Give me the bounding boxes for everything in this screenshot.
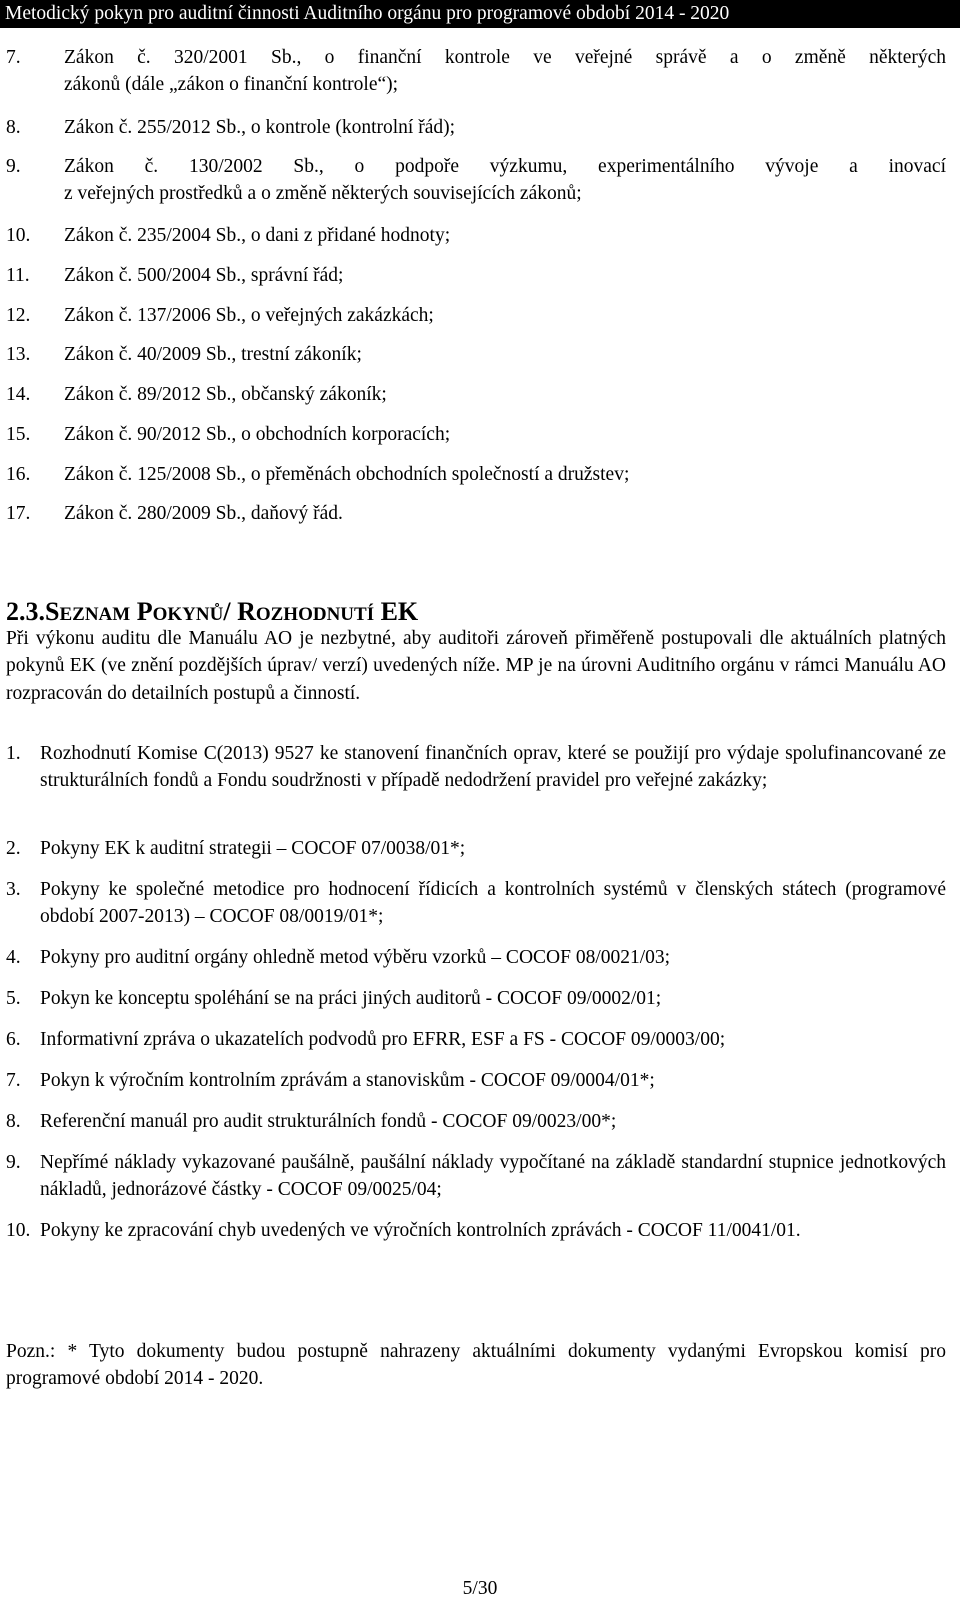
list-text-line: zákonů (dále „zákon o finanční kontrole“); <box>64 74 399 95</box>
list-number: 12. <box>6 305 31 326</box>
heading-part: EK <box>374 597 419 626</box>
list-number: 6. <box>6 1029 21 1050</box>
heading-part: / <box>223 597 238 626</box>
list-text: Pokyn k výročním kontrolním zprávám a stanoviskům - COCOF 09/0004/01*; <box>40 1070 655 1091</box>
list-text: Zákon č. 137/2006 Sb., o veřejných zakázkách; <box>64 305 434 326</box>
list-number: 8. <box>6 117 21 138</box>
list-text <box>64 44 946 98</box>
list-number: 1. <box>6 743 21 764</box>
heading-part: R <box>237 597 256 626</box>
intro-paragraph: Při výkonu auditu dle Manuálu AO je nezbytné, aby auditoři zároveň přiměřeně postupovali dle aktuálních platných pokynů EK (ve znění pozdějších úprav/ verzí) uvedených níže. MP je na úrovni Auditního orgánu v rámci Manuálu AO rozpracován do detailních postupů a činností. <box>6 628 946 704</box>
list-text: Pokyny ke zpracování chyb uvedených ve výročních kontrolních zprávách - COCOF 11/0041/01. <box>40 1220 801 1241</box>
list-number: 13. <box>6 344 31 365</box>
list-number: 10. <box>6 1220 31 1241</box>
heading-part: P <box>136 597 153 626</box>
list-text: Zákon č. 89/2012 Sb., občanský zákoník; <box>64 384 387 405</box>
law-list-item <box>6 44 946 100</box>
footnote-paragraph: Pozn.: * Tyto dokumenty budou postupně nahrazeny aktuálními dokumenty vydanými Evropskou komisí pro programové období 2014 - 2020. <box>6 1341 946 1390</box>
list-number: 4. <box>6 947 21 968</box>
list-number: 8. <box>6 1111 21 1132</box>
heading-part: OKYNŮ <box>152 604 224 625</box>
section-number: 2.3. <box>6 597 45 626</box>
list-number: 7. <box>6 1070 21 1091</box>
heading-part: OZHODNUTÍ <box>255 604 375 625</box>
list-number: 14. <box>6 384 31 405</box>
list-text: Pokyn ke konceptu spoléhání se na práci jiných auditorů - COCOF 09/0002/01; <box>40 988 662 1009</box>
list-text: Rozhodnutí Komise C(2013) 9527 ke stanovení finančních oprav, které se použijí pro výdaje spolufinancované ze strukturálních fondů a Fondu soudržnosti v případě nedodržení pravidel pro veřejné zakázky; <box>40 743 946 792</box>
list-number: 9. <box>6 1152 21 1173</box>
list-text: Pokyny EK k auditní strategii – COCOF 07/0038/01*; <box>40 838 466 859</box>
list-text: Pokyny pro auditní orgány ohledně metod výběru vzorků – COCOF 08/0021/03; <box>40 947 671 968</box>
list-text: Zákon č. 255/2012 Sb., o kontrole (kontrolní řád); <box>64 117 456 138</box>
list-number: 16. <box>6 464 31 485</box>
list-number: 3. <box>6 879 21 900</box>
law-list-item <box>6 153 946 209</box>
list-text <box>64 153 946 207</box>
list-number: 2. <box>6 838 21 859</box>
list-text: Pokyny ke společné metodice pro hodnocení řídicích a kontrolních systémů v členských státech (programové období 2007-2013) – COCOF 08/0019/01*; <box>40 879 946 928</box>
list-text: Zákon č. 40/2009 Sb., trestní zákoník; <box>64 344 362 365</box>
running-header: Metodický pokyn pro auditní činnosti Auditního orgánu pro programové období 2014 - 2020 <box>0 0 960 28</box>
list-text-line: Zákon č. 320/2001 Sb., o finanční kontrole ve veřejné správě a o změně některých <box>64 47 946 68</box>
heading-part: EZNAM <box>59 604 131 625</box>
list-text: Referenční manuál pro audit strukturálních fondů - COCOF 09/0023/00*; <box>40 1111 617 1132</box>
list-text: Nepřímé náklady vykazované paušálně, paušální náklady vypočítané na základě standardní stupnice jednotkových nákladů, jednorázové částky - COCOF 09/0025/04; <box>40 1152 946 1201</box>
list-text: Zákon č. 280/2009 Sb., daňový řád. <box>64 503 343 524</box>
list-number: 11. <box>6 265 30 286</box>
list-text: Zákon č. 90/2012 Sb., o obchodních korporacích; <box>64 424 451 445</box>
list-number: 17. <box>6 503 31 524</box>
list-number: 9. <box>6 156 21 177</box>
list-number: 5. <box>6 988 21 1009</box>
list-number: 7. <box>6 47 21 68</box>
list-text: Informativní zpráva o ukazatelích podvodů pro EFRR, ESF a FS - COCOF 09/0003/00; <box>40 1029 726 1050</box>
list-text: Zákon č. 235/2004 Sb., o dani z přidané hodnoty; <box>64 225 451 246</box>
list-text: Zákon č. 125/2008 Sb., o přeměnách obchodních společností a družstev; <box>64 464 630 485</box>
page-number: 5/30 <box>462 1578 498 1599</box>
heading-part: S <box>45 597 60 626</box>
list-text-line: Zákon č. 130/2002 Sb., o podpoře výzkumu, experimentálního vývoje a inovací <box>64 156 946 177</box>
list-text: Zákon č. 500/2004 Sb., správní řád; <box>64 265 344 286</box>
list-number: 10. <box>6 225 31 246</box>
list-number: 15. <box>6 424 31 445</box>
list-text-line: z veřejných prostředků a o změně některých souvisejících zákonů; <box>64 183 582 204</box>
